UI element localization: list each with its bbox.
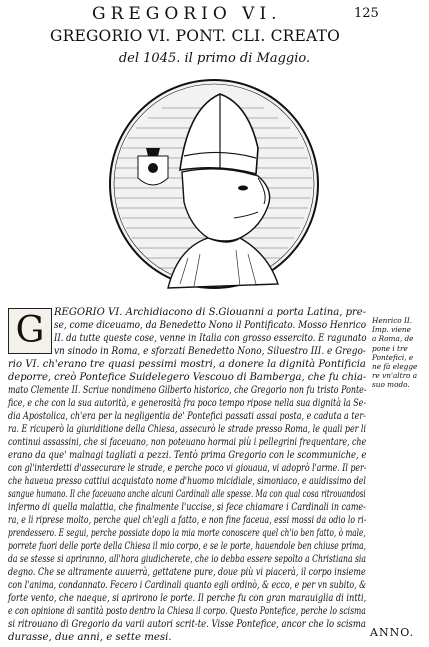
body-line: vn sinodo in Roma, e sforzati Benedetto Nono, Siluestro III. e Grego-	[54, 346, 366, 357]
body-line: infermo di quella malattia, che finalmente l'uccise, si fece chiamare i Cardinali in came-	[8, 502, 366, 513]
margin-note	[372, 316, 428, 390]
body-line: porrete fuori delle porte della Chiesa il mio corpo, e se le porte, hauendole ben chiuse prima,	[8, 541, 367, 552]
body-line: con l'anima, condannato. Fecero i Cardinali quanto egli ordinò, & ecco, e per vn subito, &	[8, 580, 367, 591]
body-line: continui assassini, che si faceuano, non poteuano hormai più i pellegrini frequentare, che	[8, 437, 367, 448]
chapter-title: GREGORIO VI. PONT. CLI. CREATO	[50, 27, 341, 45]
body-line: ra, e li riprese molto, perche quel ch'egli a fatto, e non fine faceua, essi mossi da odio lo ri-	[8, 515, 367, 526]
margin-note-line: Pontefici, e	[372, 352, 414, 362]
body-line: degno. Che se altramente auuerrà, gettatene pure, doue più vi piacerà, il corpo insieme	[8, 567, 366, 578]
catchword: ANNO.	[370, 626, 415, 639]
body-line: fice, e che con la sua autorità, e generosità fra poco tempo ripose nella sua dignità la Se-	[8, 398, 367, 409]
body-line: che haueua presso cattiui acquistato nome d'huomo micidiale, simoniaco, e auidissimo del	[8, 476, 366, 487]
body-line: se, come diceuamo, da Benedetto Nono il Pontificato. Mosso Henrico	[54, 320, 367, 331]
margin-note-line: Henrico II.	[372, 316, 413, 325]
body-line: REGORIO VI. Archidiacono di S.Giouanni a porta Latina, pre-	[54, 307, 367, 318]
body-line: forte vento, che naeque, si aprirono le porte. Il perche fu con gran marauiglia di intti,	[8, 593, 367, 604]
body-line: mato Clemente II. Scriue nondimeno Gilberto historico, che Gregorio non fu tristo Ponte-	[8, 385, 367, 396]
margin-note-line: a Roma, de	[372, 334, 414, 344]
margin-note-line: re vn'altro a	[372, 371, 418, 381]
margin-note-line: suo modo.	[372, 380, 410, 390]
body-line: dia Apostolica, ch'era per la negligentia de' Pontefici passati assai posta, e caduta a ter-	[8, 411, 366, 422]
margin-note-line: Imp. viene	[372, 325, 411, 335]
body-line: da se stesse si apriranno, all'hora giudicherete, che io debba essere sepolto a Christiana sia	[8, 554, 366, 565]
body-line: durasse, due anni, e sette mesi.	[8, 632, 172, 643]
portrait-medallion	[108, 78, 320, 290]
margin-note-line: ne fà elegge	[372, 362, 418, 372]
body-line: II. da tutte queste cose, venne in Italia con grosso essercito. E ragunato	[54, 333, 367, 344]
margin-note-line: pone i tre	[372, 343, 408, 353]
body-line: si ritrouano di Gregorio da varii autori scrit-te. Visse Pontefice, ancor che lo scisma	[8, 619, 366, 630]
body-line: ra. E ricuperò la giuriditione della Chiesa, assecurò le strade presso Roma, le quali per li	[8, 424, 367, 435]
body-line: sangue humano. Il che faceuano anche alcuni Cardinali alle spesse. Ma con qual cosa ritrouandosi	[8, 489, 366, 500]
body-line: e con opinione di santità posto dentro la Chiesa il corpo. Questo Pontefice, perche lo scisma	[8, 606, 366, 617]
body-line: prendessero. E segui, perche possiate dopo la mia morte conoscere quel ch'io ben fatto, ò male,	[8, 528, 366, 539]
body-line: rio VI. ch'erano tre quasi pessimi mostri, a donere la dignità Pontificia	[8, 359, 366, 370]
drop-cap: G	[8, 308, 52, 354]
page-number: 125	[354, 6, 379, 21]
body-line: con gl'interdetti d'assecurare le strade, e perche poco vi giouaua, vi adoprò l'arme. Il per-	[8, 463, 367, 474]
chapter-subtitle: del 1045. il primo di Maggio.	[118, 51, 311, 66]
running-head	[0, 4, 429, 28]
body-line: deporre, creò Pontefice Suidelegero Vescouo di Bamberga, che fu chia-	[8, 372, 367, 383]
running-head-title: GREGORIO VI.	[92, 4, 282, 24]
body-line: erano da que' malnagi tagliati a pezzi. Tentò prima Gregorio con le scommuniche, e	[8, 450, 367, 461]
